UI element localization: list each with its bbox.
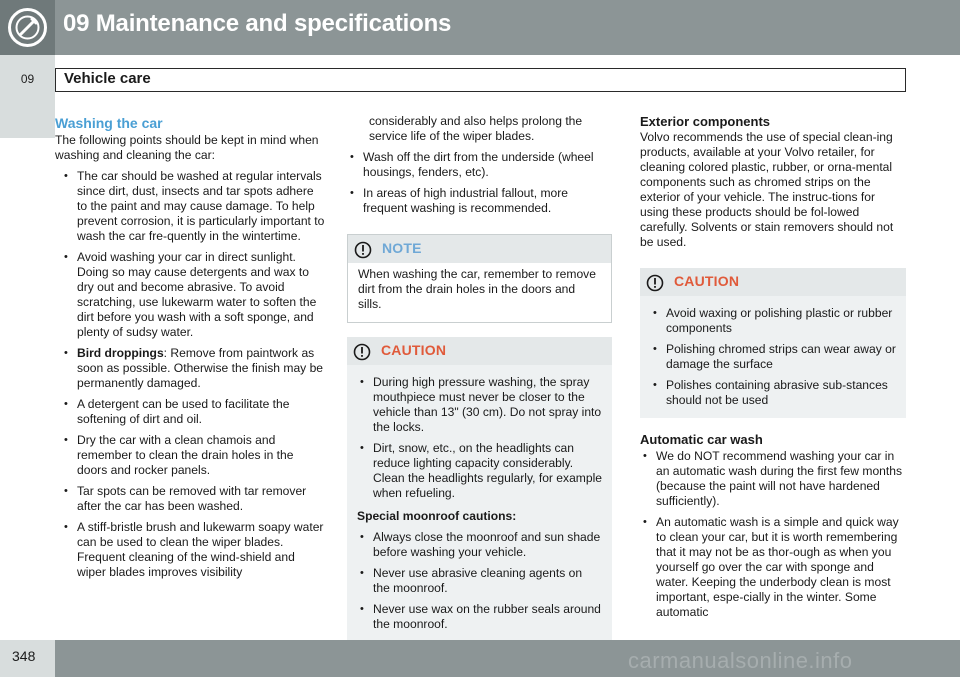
warning-circle-icon bbox=[646, 274, 664, 292]
moonroof-heading: Special moonroof cautions: bbox=[357, 509, 517, 523]
page-number: 348 bbox=[12, 648, 36, 664]
note-label: NOTE bbox=[382, 240, 422, 256]
bird-droppings-label: Bird droppings bbox=[77, 346, 164, 360]
list-item: • Polishes containing abrasive sub-stances should not be used bbox=[650, 378, 896, 408]
list-item: • An automatic wash is a simple and quick way to clean your car, but it is worth remembering that it may not be as thor-ough as when you yourself go over the car with sponge and water. Keeping the underbody clean is most important, espe-cially in the winter. Some automatic bbox=[640, 515, 906, 620]
chapter-side-tab bbox=[0, 55, 55, 138]
warning-circle-icon bbox=[353, 343, 371, 361]
list-item: • The car should be washed at regular intervals since dirt, dust, insects and tar spots adhere to the paint and may cause damage. To help prevent corrosion, it is particularly important to wash the car fre-quently in the wintertime. bbox=[61, 169, 325, 244]
column-left bbox=[55, 114, 325, 580]
caution-label: CAUTION bbox=[381, 342, 447, 358]
list-item: • During high pressure washing, the spray mouthpiece must never be closer to the vehicle than 13" (30 cm). Do not spray into the locks. bbox=[357, 375, 602, 435]
caution-label: CAUTION bbox=[674, 273, 740, 289]
caution-header bbox=[347, 337, 612, 365]
caution-box-washing bbox=[347, 337, 612, 642]
auto-wash-heading: Automatic car wash bbox=[640, 432, 763, 447]
chapter-icon-box bbox=[0, 0, 55, 55]
warning-circle-icon bbox=[354, 241, 372, 259]
list-item: • Avoid washing your car in direct sunlight. Doing so may cause detergents and wax to dry out and become abrasive. To avoid scratching, use lukewarm water to soften the dirt before you wash with a soft sponge, and plenty of sudsy water. bbox=[61, 250, 325, 340]
chapter-number: 09 bbox=[20, 72, 35, 86]
list-item: • Always close the moonroof and sun shade before washing your vehicle. bbox=[357, 530, 602, 560]
caution-header bbox=[640, 268, 906, 296]
auto-wash-list bbox=[640, 449, 906, 620]
list-item: • We do NOT recommend washing your car in an automatic wash during the first few months (because the paint will not have hardened sufficiently). bbox=[640, 449, 906, 509]
column-middle bbox=[347, 114, 612, 642]
moonroof-list bbox=[357, 530, 602, 632]
list-item-bird-droppings bbox=[61, 346, 325, 391]
list-item: • Wash off the dirt from the underside (wheel housings, fenders, etc). bbox=[347, 150, 612, 180]
wrench-in-circle-icon bbox=[6, 6, 49, 49]
list-item: • Dirt, snow, etc., on the headlights can reduce lighting capacity considerably. Clean the headlights regularly, for example when refueling. bbox=[357, 441, 602, 501]
list-item: • A stiff-bristle brush and lukewarm soapy water can be used to clean the wiper blades. Frequent cleaning of the wind-shield and wiper blades improves visibility bbox=[61, 520, 325, 580]
caution-body bbox=[347, 365, 612, 642]
list-item: • Tar spots can be removed with tar remover after the car has been washed. bbox=[61, 484, 325, 514]
note-text: When washing the car, remember to remove dirt from the drain holes in the doors and sills. bbox=[358, 267, 596, 311]
note-body bbox=[348, 263, 611, 322]
column-right bbox=[640, 114, 906, 620]
washing-continuation: considerably and also helps prolong the service life of the wiper blades. bbox=[369, 114, 583, 143]
washing-intro: The following points should be kept in mind when washing and cleaning the car: bbox=[55, 133, 319, 162]
section-title-bar bbox=[55, 68, 906, 92]
washing-list bbox=[55, 169, 325, 580]
list-item: • Dry the car with a clean chamois and remember to clean the drain holes in the doors and rocker panels. bbox=[61, 433, 325, 478]
chapter-title: 09 Maintenance and specifications bbox=[63, 10, 452, 37]
caution-box-exterior bbox=[640, 268, 906, 418]
list-item: • Never use wax on the rubber seals around the moonroof. bbox=[357, 602, 602, 632]
list-item: • A detergent can be used to facilitate the softening of dirt and oil. bbox=[61, 397, 325, 427]
section-title: Vehicle care bbox=[64, 70, 151, 87]
list-item: • In areas of high industrial fallout, more frequent washing is recommended. bbox=[347, 186, 612, 216]
caution-list bbox=[650, 306, 896, 408]
note-box bbox=[347, 234, 612, 323]
washing-more-list bbox=[347, 150, 612, 216]
watermark: carmanualsonline.info bbox=[628, 648, 853, 673]
note-header bbox=[348, 235, 611, 263]
caution-body bbox=[640, 296, 906, 418]
list-item: • Avoid waxing or polishing plastic or rubber components bbox=[650, 306, 896, 336]
exterior-heading: Exterior components bbox=[640, 114, 771, 129]
caution-list bbox=[357, 375, 602, 501]
washing-heading: Washing the car bbox=[55, 115, 163, 131]
list-item: • Polishing chromed strips can wear away or damage the surface bbox=[650, 342, 896, 372]
exterior-text: Volvo recommends the use of special clean-ing products, available at your Volvo retailer, for cleaning colored plastic, rubber, or orna-mental components such as chromed strips on the exterior of your vehicle. The instruc-tions for using these products should be fol-lowed carefully. Solvents or stain removers should not be used. bbox=[640, 130, 894, 249]
list-item: • Never use abrasive cleaning agents on the moonroof. bbox=[357, 566, 602, 596]
bird-droppings-text: : Remove from paintwork as soon as possible. Otherwise the finish may be permanently damaged. bbox=[77, 346, 324, 390]
